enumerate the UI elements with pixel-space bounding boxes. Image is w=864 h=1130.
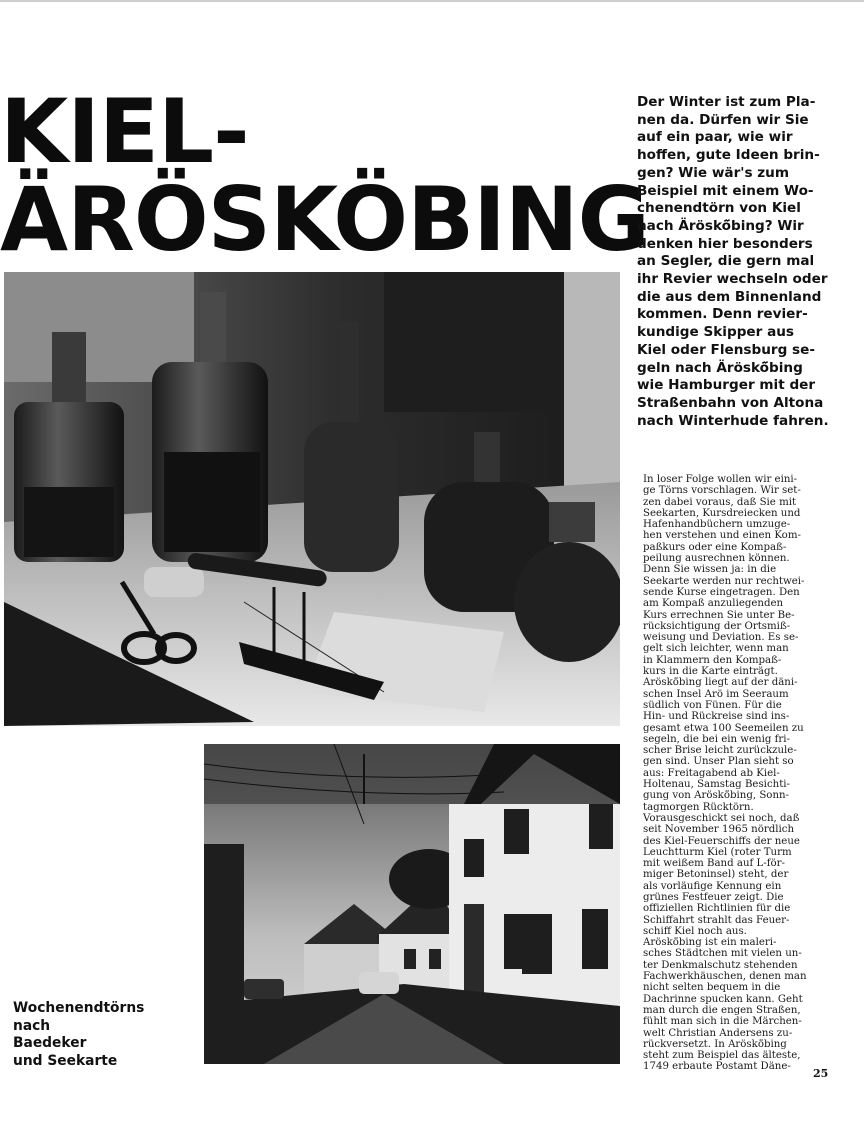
body-line: rücksichtigung der Ortsmiß-: [643, 620, 791, 632]
photo-street-aeroeskoebing: [204, 744, 620, 1064]
intro-line: wie Hamburger mit der: [637, 377, 816, 394]
body-line: scher Brise leicht zurückzule-: [643, 745, 797, 757]
body-line: Dachrinne spucken kann. Geht: [643, 993, 803, 1005]
body-line: gen sind. Unser Plan sieht so: [643, 756, 794, 768]
body-line: Hafenhandbüchern umzuge-: [643, 519, 791, 531]
article-title: [0, 80, 649, 271]
body-line: schiff Kiel noch aus.: [643, 925, 747, 937]
intro-line: nen da. Dürfen wir Sie: [637, 111, 809, 128]
intro-line: Beispiel mit einem Wo-: [637, 182, 814, 199]
body-line: tagmorgen Rücktörn.: [643, 801, 754, 813]
intro-line: Kiel oder Flensburg se-: [637, 341, 815, 358]
intro-line: kommen. Denn revier-: [637, 306, 808, 323]
intro-line: nach Winterhude fahren.: [637, 412, 829, 429]
body-line: schen Insel Ärö im Seeraum: [643, 688, 789, 700]
body-line: Denn Sie wissen ja: in die: [643, 564, 777, 576]
body-line: segeln, die bei ein wenig fri-: [643, 733, 790, 745]
body-line: fühlt man sich in die Märchen-: [643, 1016, 802, 1028]
body-line: nicht selten bequem in die: [643, 982, 781, 994]
top-rule: [0, 0, 864, 2]
intro-paragraph: [637, 94, 837, 430]
body-line: man durch die engen Straßen,: [643, 1004, 801, 1016]
body-line: kurs in die Karte einträgt.: [643, 666, 778, 678]
page-number: 25: [813, 1067, 829, 1080]
intro-line: ihr Revier wechseln oder: [637, 271, 828, 288]
article-subhead: [13, 1000, 193, 1070]
intro-line: auf ein paar, wie wir: [637, 129, 793, 146]
body-line: sches Städtchen mit vielen un-: [643, 948, 802, 960]
body-line: in Klammern den Kompaß-: [643, 654, 782, 666]
intro-line: gen? Wie wär's zum: [637, 164, 790, 181]
subhead-line-3: Baedeker: [13, 1035, 87, 1051]
title-line-2: ÄRÖSKÖBING: [0, 168, 649, 271]
intro-line: nach Äröskö̈bing? Wir: [637, 217, 804, 234]
body-line: Hin- und Rückreise sind ins-: [643, 711, 790, 723]
body-line: zen dabei voraus, daß Sie mit: [643, 496, 797, 508]
intro-line: hoffen, gute Ideen brin-: [637, 147, 820, 164]
subhead-line-4: und Seekarte: [13, 1052, 118, 1069]
body-line: Holtenau, Samstag Besichti-: [643, 779, 791, 791]
photo-still-life-bottles: [4, 272, 620, 726]
body-line: welt Christian Andersens zu-: [643, 1027, 793, 1039]
body-line: Kurs errechnen Sie unter Be-: [643, 609, 795, 621]
body-line: miger Betoninsel) steht, der: [643, 869, 789, 881]
body-line: mit weißem Band auf L-för-: [643, 858, 785, 870]
body-line: In loser Folge wollen wir eini-: [643, 474, 798, 485]
body-line: Seekarte werden nur rechtwei-: [643, 575, 805, 587]
intro-line: kundige Skipper aus: [637, 324, 795, 341]
intro-line: chenendtörn von Kiel: [637, 200, 801, 217]
body-line: Äröskö̈bing ist ein maleri-: [643, 937, 777, 949]
body-line: steht zum Beispiel das älteste,: [643, 1050, 801, 1062]
body-line: sende Kurse eingetragen. Den: [643, 586, 800, 598]
body-line: Vorausgeschickt sei noch, daß: [643, 812, 800, 824]
body-line: ge Törns vorschlagen. Wir set-: [643, 485, 801, 497]
intro-line: denken hier besonders: [637, 235, 813, 252]
subhead-line-2: nach: [13, 1017, 51, 1034]
body-line: des Kiel-Feuerschiffs der neue: [643, 835, 800, 847]
body-line: Äröskö̈bing liegt auf der däni-: [643, 677, 798, 689]
intro-line: die aus dem Binnenland: [637, 288, 822, 305]
body-line: grünes Festfeuer zeigt. Die: [643, 891, 784, 903]
body-line: Seekarten, Kursdreiecken und: [643, 507, 801, 519]
body-line: 1749 erbaute Postamt Däne-: [643, 1061, 791, 1073]
body-line: seit November 1965 nördlich: [643, 824, 795, 836]
body-line: Fachwerkhäuschen, denen man: [643, 971, 807, 983]
article-body: [643, 474, 829, 1073]
body-line: rückversetzt. In Äröskö̈bing: [643, 1038, 787, 1050]
body-line: offiziellen Richtlinien für die: [643, 903, 791, 915]
body-line: hen verstehen und einen Kom-: [643, 530, 801, 542]
body-line: ter Denkmalschutz stehenden: [643, 959, 798, 971]
body-line: gelt sich leichter, wenn man: [643, 643, 789, 655]
body-line: als vorläufige Kennung ein: [643, 880, 782, 892]
body-line: aus: Freitagabend ab Kiel-: [643, 767, 780, 779]
intro-line: Straßenbahn von Altona: [637, 394, 824, 411]
body-line: weisung und Deviation. Es se-: [643, 632, 799, 644]
body-line: südlich von Fünen. Für die: [643, 699, 782, 711]
body-line: Schiffahrt strahlt das Feuer-: [643, 914, 790, 926]
intro-line: geln nach Äröskö̈bing: [637, 359, 803, 376]
subhead-line-1: Wochenendtörns: [13, 1000, 145, 1016]
intro-line: Der Winter ist zum Pla-: [637, 94, 816, 110]
body-line: paßkurs oder eine Kompaß-: [643, 541, 787, 553]
body-line: Leuchtturm Kiel (roter Turm: [643, 846, 792, 858]
body-line: gesamt etwa 100 Seemeilen zu: [643, 722, 804, 734]
body-line: peilung ausrechnen können.: [643, 553, 790, 565]
body-line: gung von Äröskö̈bing, Sonn-: [643, 790, 790, 802]
intro-line: an Segler, die gern mal: [637, 253, 815, 270]
body-line: am Kompaß anzuliegenden: [643, 598, 784, 610]
title-line-1: KIEL-: [0, 80, 249, 183]
